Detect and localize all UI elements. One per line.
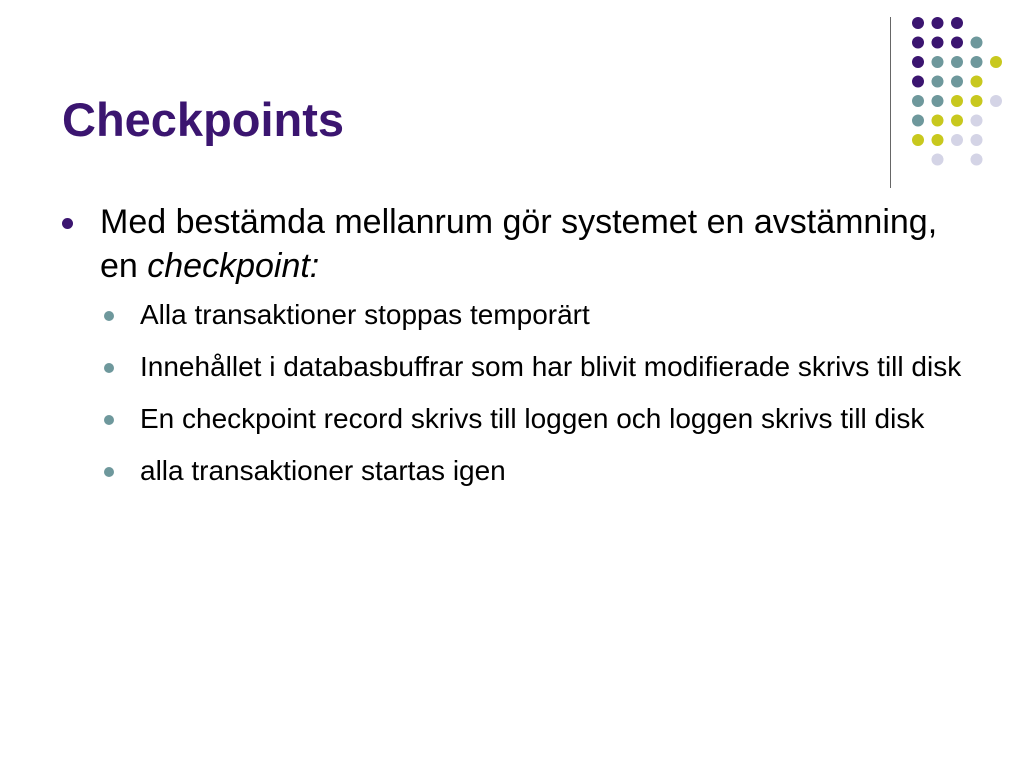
decorative-dot <box>971 134 983 146</box>
bullet-emphasis: checkpoint: <box>147 247 320 285</box>
decorative-dot <box>932 17 944 29</box>
decorative-dot <box>971 37 983 49</box>
sub-bullet-item <box>60 296 980 334</box>
sub-bullet-dot <box>104 467 114 477</box>
decorative-dot <box>932 56 944 68</box>
decorative-dot <box>971 56 983 68</box>
sub-bullet-text: Alla transaktioner stoppas temporärt <box>140 299 590 330</box>
decorative-dot <box>990 56 1002 68</box>
decorative-dot <box>951 115 963 127</box>
sub-bullet-text: En checkpoint record skrivs till loggen och loggen skrivs till disk <box>140 403 925 434</box>
slide-title: Checkpoints <box>62 93 345 146</box>
decorative-dot <box>932 115 944 127</box>
decorative-dot <box>912 76 924 88</box>
decorative-dot <box>912 115 924 127</box>
bullet-item-level1 <box>60 200 980 288</box>
decorative-dot <box>951 76 963 88</box>
sub-bullet-text: Innehållet i databasbuffrar som har blivit modifierade skrivs till disk <box>140 351 962 382</box>
decorative-dot <box>951 17 963 29</box>
decorative-dot <box>990 95 1002 107</box>
decorative-dot <box>912 17 924 29</box>
decorative-dot <box>971 76 983 88</box>
sub-bullet-item <box>60 400 980 438</box>
decorative-dot <box>932 134 944 146</box>
title-divider-line <box>890 17 891 188</box>
decorative-dot <box>932 95 944 107</box>
decorative-dot <box>912 37 924 49</box>
sub-bullet-dot <box>104 363 114 373</box>
decorative-dot <box>932 154 944 166</box>
bullet-list <box>60 200 980 504</box>
decorative-dot <box>951 56 963 68</box>
decorative-dot <box>932 76 944 88</box>
decorative-dot <box>971 95 983 107</box>
decorative-dot <box>951 134 963 146</box>
sub-bullet-text: alla transaktioner startas igen <box>140 455 506 486</box>
decorative-dot <box>971 115 983 127</box>
decorative-dot <box>951 95 963 107</box>
decorative-dot <box>912 95 924 107</box>
sub-bullet-item <box>60 348 980 386</box>
sub-bullet-item <box>60 452 980 490</box>
bullet-text: Med bestämda mellanrum gör systemet en avstämning, en <box>100 203 938 285</box>
decorative-dot <box>912 56 924 68</box>
bullet-dot <box>62 218 73 229</box>
decorative-dot <box>932 37 944 49</box>
decorative-dot <box>971 154 983 166</box>
decorative-dot <box>912 134 924 146</box>
decorative-dot <box>951 37 963 49</box>
sub-bullet-dot <box>104 311 114 321</box>
sub-bullet-dot <box>104 415 114 425</box>
